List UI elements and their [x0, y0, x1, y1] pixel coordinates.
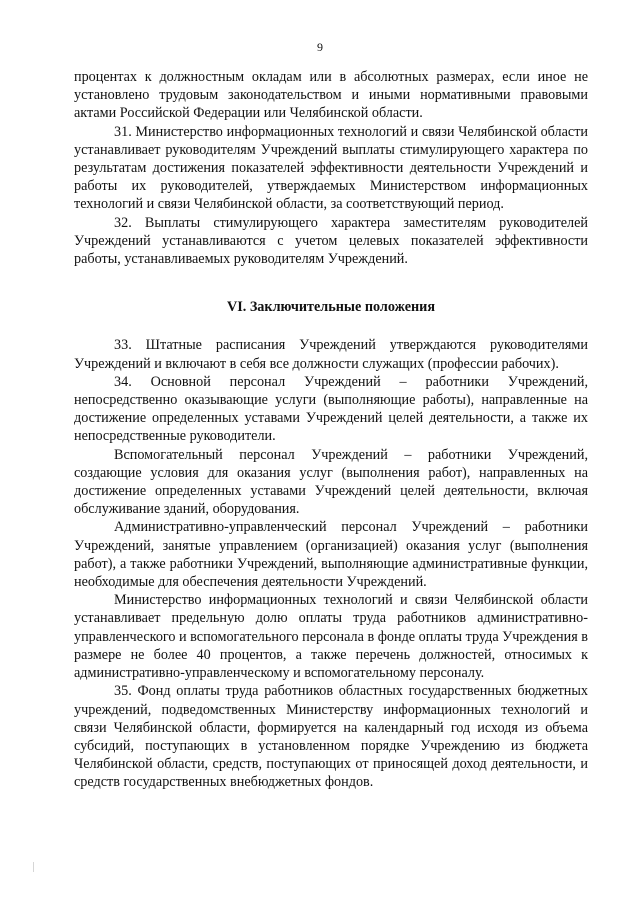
document-body: [74, 68, 588, 792]
section-heading: VI. Заключительные положения: [226, 299, 436, 316]
page-number: 9: [317, 40, 323, 54]
paragraph-ministry-share: Министерство информационных технологий и связи Челябинской области устанавливает предельную долю оплаты труда работников административно-управленческого и вспомогательного персонала в фонде оплаты труда Учреждения в размере не более 40 процентов, а также перечень должностей, относимых к административно-управленческому и вспомогательному персоналу.: [74, 592, 589, 682]
scan-margin-mark: [33, 862, 34, 872]
paragraph-33: 33. Штатные расписания Учреждений утверждаются руководителями Учреждений и включают в себя все должности служащих (профессии рабочих).: [74, 337, 588, 372]
paragraph-34: 34. Основной персонал Учреждений – работники Учреждений, непосредственно оказывающие услуги (выполняющие работы), направленные на достижение определенных уставами Учреждений целей деятельности, а также их непосредственные руководители.: [74, 373, 588, 445]
paragraph-continuation: процентах к должностным окладам или в абсолютных размерах, если иное не установлено трудовым законодательством и иными нормативными правовыми актами Российской Федерации или Челябинской области.: [74, 69, 588, 122]
paragraph-admin-staff: Административно-управленческий персонал Учреждений – работники Учреждений, занятые управлением (организацией) оказания услуг (выполнения работ), а также работники Учреждений, выполняющие административные функции, необходимые для обеспечения деятельности Учреждений.: [74, 519, 588, 591]
paragraph-31: 31. Министерство информационных технологий и связи Челябинской области устанавливает руководителям Учреждений выплаты стимулирующего характера по результатам достижения показателей эффективности деятельности Учреждений и работы их руководителей, утверждаемых Министерством информационных технологий и связи Челябинской области, за соответствующий период.: [74, 123, 588, 213]
paragraph-auxiliary-staff: Вспомогательный персонал Учреждений – работники Учреждений, создающие условия для оказания услуг (выполнения работ), направленных на достижение определенных уставами Учреждений целей деятельности, включая обслуживание зданий, оборудования.: [74, 446, 588, 518]
paragraph-35: 35. Фонд оплаты труда работников областных государственных бюджетных учреждений, подведомственных Министерству информационных технологий и связи Челябинской области, формируется на календарный год исходя из объема субсидий, поступающих в установленном порядке Учреждению из бюджета Челябинской области, средств, поступающих от приносящей доход деятельности, и средств государственных внебюджетных фондов.: [74, 683, 588, 791]
paragraph-32: 32. Выплаты стимулирующего характера заместителям руководителей Учреждений устанавливаются с учетом целевых показателей эффективности работы, устанавливаемых руководителям Учреждений.: [74, 214, 588, 268]
